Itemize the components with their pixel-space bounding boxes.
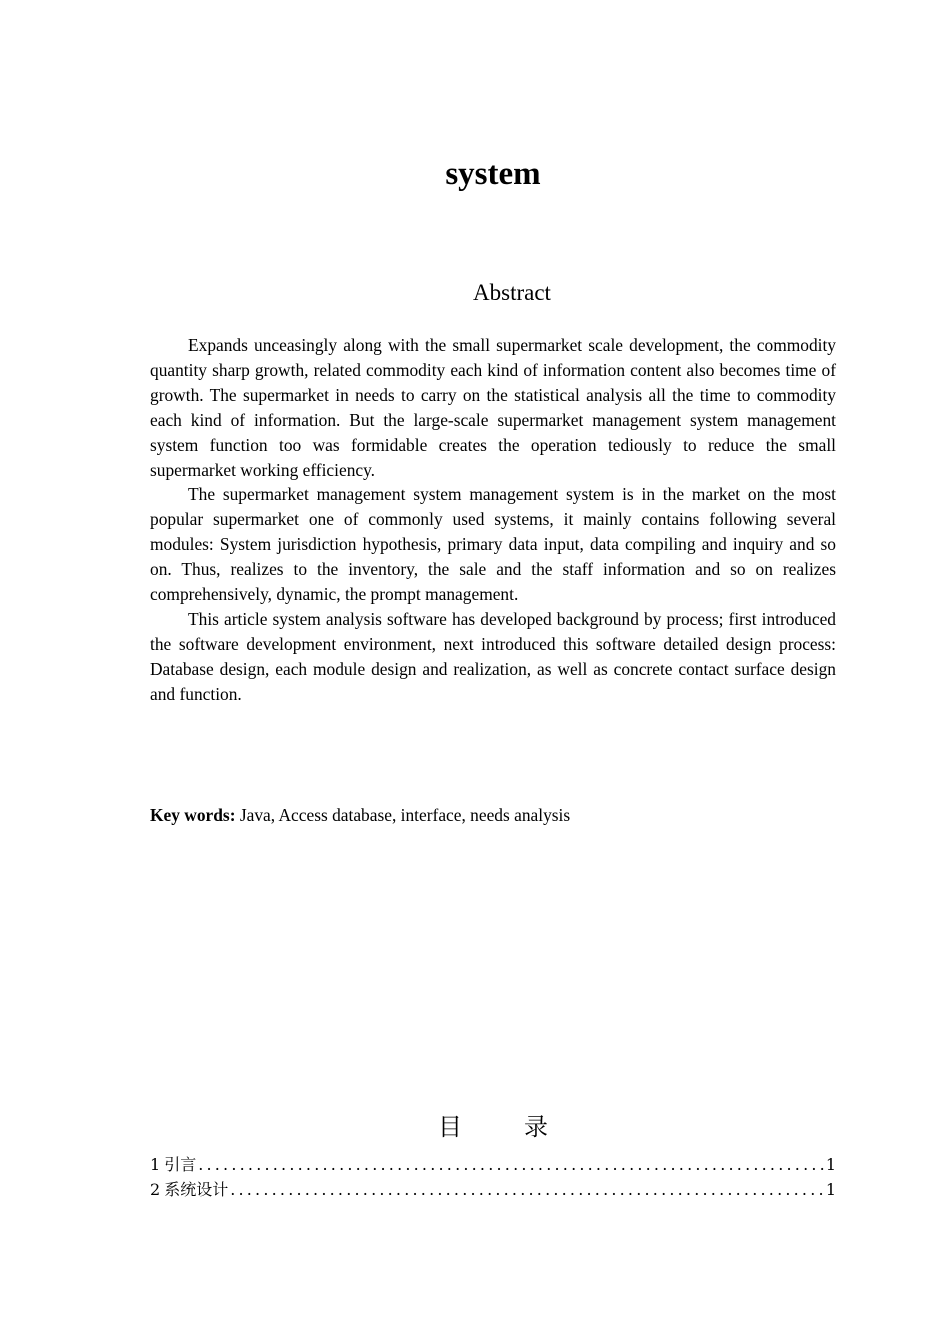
keywords-text: Java, Access database, interface, needs analysis: [239, 805, 571, 825]
toc-entry-page: 1: [825, 1180, 836, 1199]
toc-entry[interactable]: [150, 1177, 836, 1202]
abstract-paragraph: This article system analysis software has developed background by process; first introduced the software development environment, next introduced this software detailed design process: Database design, each module design and realization, as well as concrete contact surface design and function.: [150, 608, 836, 704]
toc-title: [0, 1111, 950, 1143]
toc-title-left: 目: [438, 1113, 462, 1141]
toc-entry-number: 1: [150, 1155, 161, 1174]
keywords-line: [150, 803, 836, 827]
abstract-body: [150, 333, 836, 707]
toc-entry-page: 1: [825, 1155, 836, 1174]
toc-entry[interactable]: [150, 1152, 836, 1177]
toc-dot-leader: [230, 1177, 824, 1202]
abstract-paragraph: Expands unceasingly along with the small supermarket scale development, the commodity quantity sharp growth, related commodity each kind of information content also becomes time of growth. The supermarket in needs to carry on the statistical analysis all the time to commodity each kind of information. But the large-scale supermarket management system management system function too was formidable creates the operation tediously to reduce the small supermarket working efficiency.: [150, 335, 836, 480]
keywords-label: Key words:: [150, 805, 236, 825]
abstract-paragraph: The supermarket management system management system is in the market on the most popular supermarket one of commonly used systems, it mainly contains following several modules: System jurisdiction hypothesis, primary data input, data compiling and inquiry and so on. Thus, realizes to the inventory, the sale and the staff information and so on realizes comprehensively, dynamic, the prompt management.: [150, 484, 836, 605]
abstract-heading: Abstract: [473, 280, 551, 305]
toc-dot-leader: [198, 1152, 824, 1177]
toc-entry-number: 2: [150, 1180, 161, 1199]
toc-list: [150, 1152, 836, 1202]
toc-title-right: 录: [524, 1113, 548, 1141]
toc-entry-label[interactable]: 引言: [164, 1155, 197, 1174]
document-title: system: [445, 156, 541, 192]
toc-entry-label[interactable]: 系统设计: [164, 1180, 229, 1199]
